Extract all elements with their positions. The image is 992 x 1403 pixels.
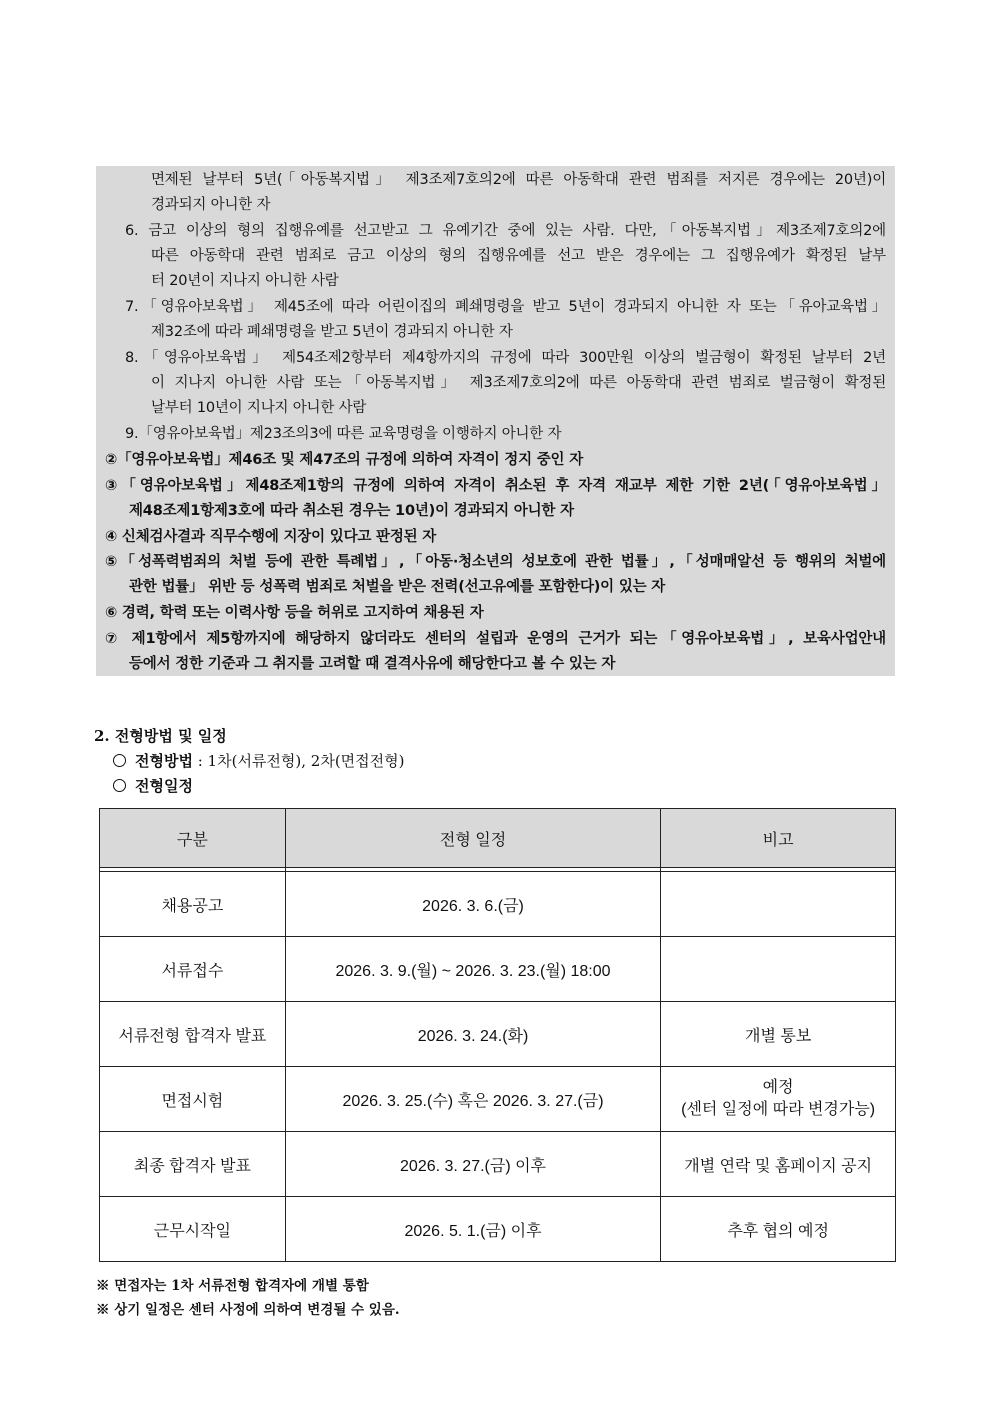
- method-label: 전형방법: [135, 752, 193, 770]
- cell-note: 예정 (센터 일정에 따라 변경가능): [661, 1067, 896, 1132]
- cell-note: 개별 연락 및 홈페이지 공지: [661, 1132, 896, 1197]
- cell-note: 추후 협의 예정: [661, 1197, 896, 1262]
- schedule-table: [99, 808, 896, 1262]
- cell-date: 2026. 5. 1.(금) 이후: [285, 1197, 661, 1262]
- circle-bullet-icon: [113, 754, 126, 767]
- list-line: 이 지나지 아니한 사람 또는「아동복지법」 제3조제7호의2에 따른 아동학대 관련 범죄로 벌금형이 확정된: [151, 375, 886, 391]
- table-row: [100, 1067, 896, 1132]
- cell-date: 2026. 3. 25.(수) 혹은 2026. 3. 27.(금): [285, 1067, 661, 1132]
- list-line: ⑥ 경력, 학력 또는 이력사항 등을 허위로 고지하여 채용된 자: [105, 605, 484, 621]
- table-row: [100, 1002, 896, 1067]
- cell-category: 서류접수: [100, 937, 286, 1002]
- cell-category: 채용공고: [100, 872, 286, 937]
- list-line: 제48조제1항제3호에 따라 취소된 경우는 10년)이 경과되지 아니한 자: [129, 503, 574, 519]
- cell-date: 2026. 3. 9.(월) ~ 2026. 3. 23.(월) 18:00: [285, 937, 661, 1002]
- method-line: [113, 751, 405, 771]
- list-line: 등에서 정한 기준과 그 취지를 고려할 때 결격사유에 해당한다고 볼 수 있는 자: [129, 656, 616, 672]
- cell-category: 근무시작일: [100, 1197, 286, 1262]
- list-line: 날부터 10년이 지나지 아니한 사람: [151, 400, 367, 416]
- list-line: ⑦ 제1항에서 제5항까지에 해당하지 않더라도 센터의 설립과 운영의 근거가 되는「영유아보육법」, 보육사업안내: [105, 631, 886, 647]
- cell-note: [661, 937, 896, 1002]
- list-line: ④ 신체검사결과 직무수행에 지장이 있다고 판정된 자: [105, 529, 437, 545]
- table-row: [100, 937, 896, 1002]
- schedule-line: [113, 776, 193, 796]
- table-row: [100, 1132, 896, 1197]
- table-row: [100, 1197, 896, 1262]
- list-line: 관한 법률」 위반 등 성폭력 범죄로 처벌을 받은 전력(선고유예를 포함한다)이 있는 자: [129, 579, 666, 595]
- list-line: 경과되지 아니한 자: [151, 197, 271, 213]
- cell-note: 개별 통보: [661, 1002, 896, 1067]
- list-line: 따른 아동학대 관련 범죄로 금고 이상의 형의 집행유예를 선고 받은 경우에는 그 집행유예가 확정된 날부: [151, 248, 886, 264]
- cell-note: [661, 872, 896, 937]
- cell-date: 2026. 3. 27.(금) 이후: [285, 1132, 661, 1197]
- schedule-label: 전형일정: [135, 777, 193, 795]
- footnote-schedule-change: ※ 상기 일정은 센터 사정에 의하여 변경될 수 있음.: [96, 1302, 400, 1318]
- list-line: 8.「영유아보육법」 제54조제2항부터 제4항까지의 규정에 따라 300만원 이상의 벌금형이 확정된 날부터 2년: [125, 350, 886, 366]
- cell-category: 서류전형 합격자 발표: [100, 1002, 286, 1067]
- list-line: ⑤「성폭력범죄의 처벌 등에 관한 특례법」,「아동·청소년의 성보호에 관한 법률」,「성매매알선 등 행위의 처벌에: [105, 554, 886, 570]
- header-category: 구분: [100, 809, 286, 868]
- section-title: 2. 전형방법 및 일정: [94, 727, 227, 745]
- circle-bullet-icon: [113, 779, 126, 792]
- list-line: 9.「영유아보육법」제23조의3에 따른 교육명령을 이행하지 아니한 자: [125, 426, 562, 442]
- list-line: 7.「영유아보육법」 제45조에 따라 어린이집의 폐쇄명령을 받고 5년이 경과되지 아니한 자 또는「유아교육법」: [125, 299, 886, 315]
- disqualification-box: [96, 166, 895, 676]
- table-header-row: [100, 809, 896, 868]
- header-note: 비고: [661, 809, 896, 868]
- footnote-interview: ※ 면접자는 1차 서류전형 합격자에 개별 통함: [96, 1278, 369, 1294]
- list-line: 면제된 날부터 5년(「아동복지법」 제3조제7호의2에 따른 아동학대 관련 범죄를 저지른 경우에는 20년)이: [151, 172, 886, 188]
- list-line: 제32조에 따라 폐쇄명령을 받고 5년이 경과되지 아니한 자: [151, 324, 513, 340]
- list-line: 6. 금고 이상의 형의 집행유예를 선고받고 그 유예기간 중에 있는 사람. 다만,「아동복지법」제3조제7호의2에: [125, 223, 886, 239]
- list-line: 터 20년이 지나지 아니한 사람: [151, 273, 339, 289]
- header-date: 전형 일정: [285, 809, 661, 868]
- cell-category: 면접시험: [100, 1067, 286, 1132]
- list-line: ②「영유아보육법」제46조 및 제47조의 규정에 의하여 자격이 정지 중인 자: [105, 452, 583, 468]
- cell-date: 2026. 3. 24.(화): [285, 1002, 661, 1067]
- cell-category: 최종 합격자 발표: [100, 1132, 286, 1197]
- cell-date: 2026. 3. 6.(금): [285, 872, 661, 937]
- table-row: [100, 872, 896, 937]
- list-line: ③「영유아보육법」제48조제1항의 규정에 의하여 자격이 취소된 후 자격 재교부 제한 기한 2년(「영유아보육법」: [105, 478, 886, 494]
- method-value: : 1차(서류전형), 2차(면접전형): [192, 752, 405, 770]
